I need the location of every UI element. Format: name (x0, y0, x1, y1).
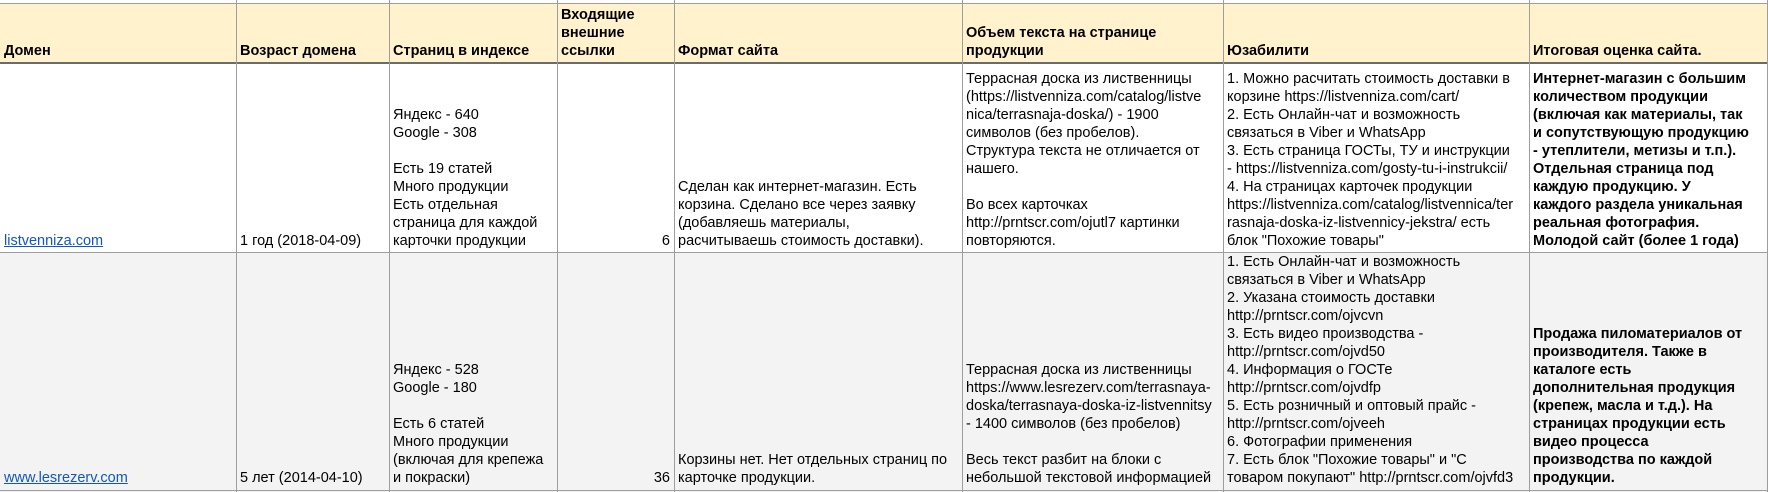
domain-link[interactable]: listvenniza.com (4, 233, 104, 249)
domain-age-text: 1 год (2018-04-09) (240, 233, 362, 249)
grid-line (0, 490, 1768, 491)
table-cell-age[interactable] (236, 253, 389, 489)
cell-text-line: (крепеж, масла и т.д.). На (1533, 398, 1713, 414)
cell-text-line: повторяются. (966, 233, 1056, 249)
cell-text-line: производства по каждой (1533, 452, 1713, 468)
cell-text-line: продукции. (1533, 470, 1615, 486)
cell-text-line: каждую продукцию. У (1533, 179, 1691, 195)
cell-text-line: 5. Есть розничный и оптовый прайс - (1227, 398, 1476, 414)
cell-text-line: карточки продукции (393, 233, 526, 249)
header-usability[interactable]: Юзабилити (1223, 4, 1529, 63)
cell-text-line: - 1400 символов (без пробелов) (966, 416, 1181, 432)
cell-text-line: нашего. (966, 161, 1019, 177)
domain-link[interactable]: www.lesrezerv.com (4, 470, 128, 486)
grid-line (962, 0, 963, 492)
header-domain-age[interactable]: Возраст домена (236, 4, 389, 63)
cell-text-line: Террасная доска из лиственницы (966, 362, 1192, 378)
cell-text-line: Яндекс - 640 (393, 107, 479, 123)
table-cell-domain[interactable] (0, 253, 236, 489)
cell-text-line: Яндекс - 528 (393, 362, 479, 378)
table-cell-usability[interactable] (1223, 253, 1529, 489)
grid-line (389, 0, 390, 492)
cell-text-line: 6. Фотографии применения (1227, 434, 1413, 450)
cell-text-line: Есть отдельная (393, 197, 498, 213)
cell-text-line: (добавляешь материалы, (678, 215, 850, 231)
table-cell-format[interactable] (674, 253, 962, 489)
cell-text-line: Структура текста не отличается от (966, 143, 1200, 159)
grid-line (674, 0, 675, 492)
cell-text-line: реальная фотография. (1533, 215, 1700, 231)
header-site-format[interactable]: Формат сайта (674, 4, 962, 63)
cell-text-line: 2. Есть Онлайн-чат и возможность (1227, 107, 1461, 123)
cell-text-line: небольшой текстовой информацией (966, 470, 1212, 486)
cell-text-line: и сопутствующую продукцию (1533, 125, 1749, 141)
cell-text-line: - утеплители, метизы и т.п.). (1533, 143, 1737, 159)
table-cell-text-volume[interactable] (962, 253, 1223, 489)
cell-text-line: (включая для крепежа (393, 452, 544, 468)
cell-text-line: Продажа пиломатериалов от (1533, 326, 1743, 342)
table-cell-usability[interactable] (1223, 64, 1529, 252)
cell-text-line: http://prntscr.com/ojvd50 (1227, 344, 1385, 360)
cell-text-line: дополнительная продукция (1533, 380, 1736, 396)
cell-text-line: Много продукции (393, 179, 509, 195)
cell-text-line: (включая как материалы, так (1533, 107, 1743, 123)
table-cell-pages[interactable] (389, 253, 557, 489)
header-domain[interactable]: Домен (0, 4, 236, 63)
table-cell-rating[interactable] (1529, 64, 1768, 252)
cell-text-line: Отдельная страница под (1533, 161, 1714, 177)
cell-text-line: Террасная доска из лиственницы (966, 71, 1192, 87)
cell-text-line: Молодой сайт (более 1 года) (1533, 233, 1739, 249)
cell-text-line: карточке продукции. (678, 470, 816, 486)
cell-text-line: каталоге есть (1533, 362, 1632, 378)
cell-text-line (393, 397, 553, 415)
table-cell-rating[interactable] (1529, 253, 1768, 489)
cell-text-line: 1. Есть Онлайн-чат и возможность (1227, 254, 1461, 270)
table-cell-text-volume[interactable] (962, 64, 1223, 252)
cell-text-line: Интернет-магазин с большим (1533, 71, 1746, 87)
table-cell-links[interactable] (557, 64, 674, 252)
cell-text-line: https://www.lesrezerv.com/terrasnaya- (966, 380, 1211, 396)
grid-line (0, 62, 1768, 64)
cell-text-line: 2. Указана стоимость доставки (1227, 290, 1435, 306)
cell-text-line: rasnaja-doska-iz-listvennicy-jekstra/ есть (1227, 215, 1491, 231)
header-text-volume[interactable]: Объем текста на странице продукции (962, 4, 1223, 63)
table-cell-links[interactable] (557, 253, 674, 489)
cell-text-line: видео процесса (1533, 434, 1649, 450)
cell-text-line: товаром покупают" http://prntscr.com/ojvfd3 (1227, 470, 1514, 486)
table-cell-pages[interactable] (389, 64, 557, 252)
cell-text-line: Во всех карточках (966, 197, 1088, 213)
table-cell-format[interactable] (674, 64, 962, 252)
cell-text-line (966, 178, 1219, 196)
header-site-rating[interactable]: Итоговая оценка сайта. (1529, 4, 1768, 63)
links-count: 6 (661, 233, 670, 249)
cell-text-line: http://prntscr.com/ojvcvn (1227, 308, 1384, 324)
cell-text-line: Google - 308 (393, 125, 477, 141)
links-count: 36 (653, 470, 670, 486)
grid-line (0, 3, 1768, 4)
cell-text-line: блок "Похожие товары" (1227, 233, 1384, 249)
cell-text-line: Google - 180 (393, 380, 477, 396)
cell-text-line: 3. Есть видео производства - (1227, 326, 1424, 342)
cell-text-line: http://prntscr.com/ojveeh (1227, 416, 1385, 432)
header-incoming-links[interactable]: Входящие внешние ссылки (557, 4, 674, 63)
cell-text-line: страницах продукции есть (1533, 416, 1726, 432)
cell-text-line: 4. Информация о ГОСТе (1227, 362, 1393, 378)
cell-text-line: Корзины нет. Нет отдельных страниц по (678, 452, 948, 468)
cell-text-line: https://listvenniza.com/catalog/listvennica/ter (1227, 197, 1514, 213)
grid-line (1529, 0, 1530, 492)
cell-text-line: символов (без пробелов). (966, 125, 1140, 141)
cell-text-line: 1. Можно расчитать стоимость доставки в (1227, 71, 1510, 87)
cell-text-line: nica/terrasnaja-doska/) - 1900 (966, 107, 1159, 123)
grid-line (557, 0, 558, 492)
cell-text-line: http://prntscr.com/ojvdfp (1227, 380, 1381, 396)
cell-text-line: 4. На страницах карточек продукции (1227, 179, 1473, 195)
table-cell-domain[interactable] (0, 64, 236, 252)
cell-text-line: и покраски) (393, 470, 471, 486)
grid-line (0, 252, 1768, 253)
cell-text-line (393, 142, 553, 160)
cell-text-line: 3. Есть страница ГОСТы, ТУ и инструкции (1227, 143, 1510, 159)
cell-text-line: производителя. Также в (1533, 344, 1707, 360)
cell-text-line: (https://listvenniza.com/catalog/listve (966, 89, 1202, 105)
cell-text-line: Сделан как интернет-магазин. Есть (678, 179, 917, 195)
cell-text-line: doska/terrasnaya-doska-iz-listvennitsy (966, 398, 1212, 414)
cell-text-line: Много продукции (393, 434, 509, 450)
cell-text-line: каждого раздела уникальная (1533, 197, 1743, 213)
domain-age-text: 5 лет (2014-04-10) (240, 470, 363, 486)
cell-text-line: связаться в Viber и WhatsApp (1227, 125, 1426, 141)
cell-text-line: корзина. Сделано все через заявку (678, 197, 916, 213)
cell-text-line: Есть 19 статей (393, 161, 493, 177)
cell-text-line: количеством продукции (1533, 89, 1709, 105)
cell-text-line: 7. Есть блок "Похожие товары" и "С (1227, 452, 1467, 468)
cell-text-line (966, 433, 1219, 451)
cell-text-line: корзине https://listvenniza.com/cart/ (1227, 89, 1460, 105)
cell-text-line: страница для каждой (393, 215, 538, 231)
cell-text-line: связаться в Viber и WhatsApp (1227, 272, 1426, 288)
cell-text-line: http://prntscr.com/ojutl7 картинки (966, 215, 1180, 231)
cell-text-line: расчитываешь стоимость доставки). (678, 233, 924, 249)
grid-line (1223, 0, 1224, 492)
table-cell-age[interactable] (236, 64, 389, 252)
grid-line (236, 0, 237, 492)
header-indexed-pages[interactable]: Страниц в индексе (389, 4, 557, 63)
cell-text-line: Есть 6 статей (393, 416, 485, 432)
cell-text-line: Весь текст разбит на блоки с (966, 452, 1162, 468)
cell-text-line: - https://listvenniza.com/gosty-tu-i-instrukcii/ (1227, 161, 1508, 177)
